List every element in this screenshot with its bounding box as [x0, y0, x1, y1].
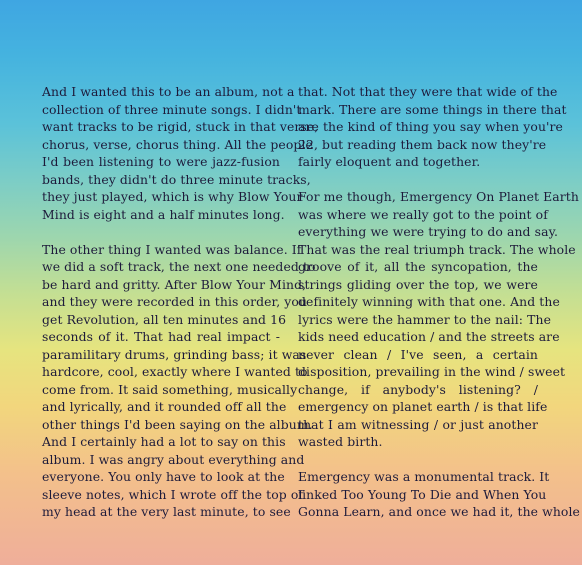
text-line: are the kind of thing you say when you're	[298, 119, 563, 134]
text-line: That was the real triumph track. The whole	[298, 241, 576, 257]
text-line: The other thing I wanted was balance. If	[42, 241, 302, 257]
text-line: paramilitary drums, grinding bass; it was	[42, 346, 307, 362]
text-line: sleeve notes, which I wrote off the top of	[42, 486, 304, 502]
text-line: they just played, which is why Blow Your	[42, 189, 303, 204]
paragraph	[298, 83, 567, 171]
text-line: I'd been listening to were jazz-fusion	[42, 154, 280, 169]
paragraph-gap	[42, 223, 280, 241]
text-line: kids need education / and the streets are	[298, 329, 560, 344]
text-line: wasted birth.	[298, 434, 383, 449]
text-line: seconds of it. That had real impact -	[42, 329, 280, 344]
text-line: Gonna Learn, and once we had it, the whole	[298, 504, 580, 519]
text-line: was where we really got to the point of	[298, 206, 548, 222]
text-line: come from. It said something, musically	[42, 381, 298, 397]
text-line: groove of it, all the syncopation, the	[298, 259, 538, 274]
text-line: be hard and gritty. After Blow Your Mind,	[42, 276, 307, 292]
text-line: my head at the very last minute, to see	[42, 504, 291, 519]
paragraph	[298, 468, 580, 521]
text-line: get Revolution, all ten minutes and 16	[42, 311, 287, 327]
text-line: everyone. You only have to look at the	[42, 469, 285, 484]
paragraph-gap	[298, 171, 538, 189]
text-line: definitely winning with that one. And the	[298, 294, 560, 309]
text-line: hardcore, cool, exactly where I wanted to	[42, 364, 308, 379]
text-line: strings gliding over the top, we were	[298, 276, 538, 292]
paragraph	[42, 83, 319, 223]
text-line: and lyrically, and it rounded off all the	[42, 399, 287, 414]
text-line: album. I was angry about everything and	[42, 451, 305, 467]
text-line: lyrics were the hammer to the nail: The	[298, 311, 552, 327]
text-line: collection of three minute songs. I didn't	[42, 101, 302, 117]
text-line: Emergency was a monumental track. It	[298, 469, 550, 484]
paragraph	[298, 188, 579, 451]
text-line: never clean / I've seen, a certain	[298, 346, 538, 362]
text-line: linked Too Young To Die and When You	[298, 486, 547, 502]
text-line: emergency on planet earth / is that life	[298, 399, 548, 414]
right-text-column	[298, 83, 580, 521]
text-line: that. Not that they were that wide of the	[298, 84, 558, 99]
text-line: that I am witnessing / or just another	[298, 416, 538, 432]
text-line: and they were recorded in this order, you	[42, 294, 308, 309]
text-line: everything we were trying to do and say.	[298, 224, 559, 239]
text-line: mark. There are some things in there that	[298, 101, 567, 117]
text-line: Mind is eight and a half minutes long.	[42, 206, 285, 222]
paragraph-gap	[298, 451, 538, 469]
text-line: bands, they didn't do three minute tracks,	[42, 171, 311, 187]
text-line: we did a soft track, the next one needed to	[42, 259, 316, 274]
text-line: For me though, Emergency On Planet Earth	[298, 189, 579, 204]
left-text-column	[42, 83, 319, 521]
text-line: fairly eloquent and together.	[298, 154, 481, 169]
text-line: disposition, prevailing in the wind / sweet	[298, 364, 566, 379]
text-line: chorus, verse, chorus thing. All the people	[42, 136, 313, 152]
text-line: want tracks to be rigid, stuck in that verse,	[42, 119, 319, 134]
paragraph	[42, 241, 316, 521]
text-line: other things I'd been saying on the album.	[42, 416, 313, 432]
text-line: change, if anybody's listening? /	[298, 381, 538, 397]
text-line: And I wanted this to be an album, not a	[42, 84, 295, 99]
text-line: 22, but reading them back now they're	[298, 136, 547, 152]
text-line: And I certainly had a lot to say on this	[42, 434, 286, 449]
